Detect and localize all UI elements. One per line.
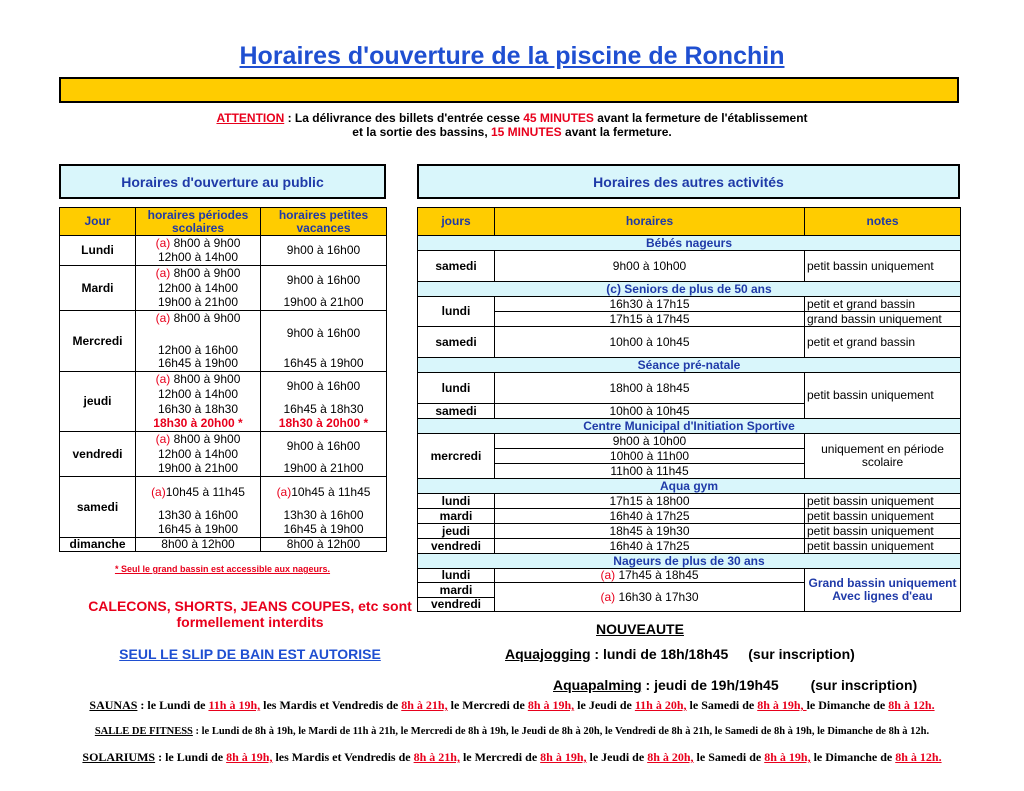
activity-time: : lundi de 18h/18h45	[590, 646, 729, 662]
page-title: Horaires d'ouverture de la piscine de Ronchin	[239, 42, 785, 70]
fitness-label: SALLE DE FITNESS	[94, 726, 193, 737]
time-cell	[136, 372, 261, 387]
text: : le Lundi de 8h à 19h, le Mardi de 11h à 21h, le Mercredi de 8h à 19h, le Jeudi de 8h à 20h, le Vendredi de 8h à 21h, le Samedi de 8h à 19h, le Dimanche de 8h à 12h.	[192, 726, 930, 737]
aquajogging-line	[505, 646, 855, 662]
day-mardi: Mardi	[60, 266, 136, 311]
hours: 8h à 19h,	[764, 750, 811, 764]
time-cell: 9h00 à 16h00	[261, 266, 387, 296]
col-jour: Jour	[60, 208, 136, 236]
time-cell: 16h40 à 17h25	[495, 509, 805, 524]
day-cell: vendredi	[418, 598, 495, 612]
section-bebes: Bébés nageurs	[418, 236, 961, 251]
section-seniors	[418, 282, 961, 297]
time-text: 8h00 à 9h00	[170, 431, 241, 446]
day-cell: samedi	[418, 327, 495, 358]
day-cell: samedi	[418, 404, 495, 419]
text: le Mercredi de	[447, 698, 528, 712]
section-cmis: Centre Municipal d'Initiation Sportive	[418, 419, 961, 434]
aquapalming-line	[553, 677, 917, 693]
text: le Jeudi de	[586, 750, 648, 764]
time-cell: 12h00 à 14h00	[136, 281, 261, 296]
note-cell	[805, 569, 961, 612]
note-cell: petit et grand bassin	[805, 297, 961, 312]
time-cell	[136, 311, 261, 326]
text: le Dimanche de	[806, 698, 889, 712]
time-cell: 16h30 à 18h30	[136, 402, 261, 417]
time-cell: 19h00 à 21h00	[261, 296, 387, 311]
time-cell: 16h40 à 17h25	[495, 539, 805, 554]
time-cell	[495, 569, 805, 583]
time-text: 16h30 à 17h30	[615, 589, 699, 604]
warning-line: CALECONS, SHORTS, JEANS COUPES, etc sont	[88, 598, 412, 614]
note-a: (a)	[155, 235, 171, 250]
note-line: Grand bassin uniquement	[808, 576, 957, 590]
time-cell: 16h30 à 17h15	[495, 297, 805, 312]
attention-text: avant la fermeture.	[561, 125, 672, 139]
day-cell: mercredi	[418, 434, 495, 479]
hours: 8h à 19h,	[226, 750, 273, 764]
attention-highlight: 45 MINUTES	[523, 111, 594, 125]
hours: 8h à 21h,	[413, 750, 460, 764]
attention-notice	[0, 111, 1024, 139]
attention-highlight: 15 MINUTES	[491, 125, 562, 139]
solariums-label: SOLARIUMS	[82, 750, 156, 764]
text: : le Lundi de	[155, 750, 227, 764]
time-cell: 13h30 à 16h00	[261, 508, 387, 523]
time-cell: 10h00 à 10h45	[495, 404, 805, 419]
activity-name: Aquajogging	[505, 646, 591, 662]
time-cell	[136, 236, 261, 251]
hours: 11h à 19h,	[208, 698, 261, 712]
attention-text: avant la fermeture de l'établissement	[593, 111, 808, 125]
public-hours-table	[59, 207, 387, 552]
time-cell: 13h30 à 16h00	[136, 508, 261, 523]
day-cell: vendredi	[418, 539, 495, 554]
activity-note: (sur inscription)	[810, 677, 918, 693]
time-text: 8h00 à 9h00	[170, 310, 241, 325]
time-cell	[495, 583, 805, 612]
section-aquagym: Aqua gym	[418, 479, 961, 494]
footnote: * Seul le grand bassin est accessible aux nageurs.	[114, 564, 331, 574]
time-cell: 16h45 à 19h00	[261, 357, 387, 372]
note-a: (a)	[151, 484, 166, 499]
note-a: (a)	[155, 310, 171, 325]
text: le Samedi de	[693, 750, 765, 764]
col-horaires: horaires	[495, 208, 805, 236]
text: les Mardis et Vendredis de	[272, 750, 414, 764]
time-cell: 9h00 à 16h00	[261, 311, 387, 357]
seniors-title: Seniors de plus de 50 ans	[620, 281, 772, 296]
activities-header: Horaires des autres activités	[417, 164, 960, 199]
time-text: 17h45 à 18h45	[615, 568, 699, 582]
time-cell: 19h00 à 21h00	[136, 296, 261, 311]
saunas-hours	[0, 698, 1024, 713]
solariums-hours	[0, 750, 1024, 765]
note-a: (a)	[155, 431, 171, 446]
day-cell: samedi	[418, 251, 495, 282]
hours: 8h à 20h,	[647, 750, 694, 764]
day-cell: lundi	[418, 494, 495, 509]
note-a: (a)	[155, 371, 171, 386]
time-cell: 16h45 à 18h30	[261, 402, 387, 417]
time-cell: 16h45 à 19h00	[261, 523, 387, 538]
time-cell: 11h00 à 11h45	[495, 464, 805, 479]
dress-code-warning	[40, 598, 460, 630]
note-cell: petit et grand bassin	[805, 327, 961, 358]
hours: 8h à 19h,	[527, 698, 575, 712]
section-nageurs: Nageurs de plus de 30 ans	[418, 554, 961, 569]
time-cell: 12h00 à 16h00	[136, 326, 261, 357]
note-cell: petit bassin uniquement	[805, 373, 961, 419]
hours: 8h à 21h,	[401, 698, 448, 712]
time-cell: 9h00 à 16h00	[261, 372, 387, 402]
hours: 8h à 19h,	[540, 750, 587, 764]
note-line: scolaire	[861, 455, 904, 469]
note-a: (a)	[155, 265, 171, 280]
time-cell: 18h30 à 20h00 *	[136, 417, 261, 432]
col-jours: jours	[418, 208, 495, 236]
time-cell: 16h45 à 19h00	[136, 357, 261, 372]
time-cell: 19h00 à 21h00	[136, 462, 261, 477]
hours: 8h à 19h,	[757, 698, 807, 712]
day-jeudi: jeudi	[60, 372, 136, 432]
hours: 8h à 12h.	[895, 750, 942, 764]
day-lundi: Lundi	[60, 236, 136, 266]
time-cell: 12h00 à 14h00	[136, 251, 261, 266]
time-cell: 17h15 à 18h00	[495, 494, 805, 509]
activities-table	[417, 207, 961, 612]
saunas-label: SAUNAS	[89, 698, 138, 712]
note-cell: petit bassin uniquement	[805, 539, 961, 554]
note-cell: petit bassin uniquement	[805, 524, 961, 539]
activity-name: Aquapalming	[553, 677, 642, 693]
day-cell: lundi	[418, 297, 495, 327]
time-cell: 18h45 à 19h30	[495, 524, 805, 539]
time-cell: 9h00 à 16h00	[261, 236, 387, 266]
note-a: (a)	[600, 568, 616, 582]
time-text: 8h00 à 9h00	[170, 235, 241, 250]
seniors-prefix: (c)	[606, 281, 621, 296]
fitness-hours	[0, 726, 1024, 737]
time-cell: 16h45 à 19h00	[136, 523, 261, 538]
text: le Mercredi de	[459, 750, 541, 764]
time-cell	[136, 477, 261, 508]
activity-note: (sur inscription)	[748, 646, 855, 662]
day-mercredi: Mercredi	[60, 311, 136, 372]
day-cell: mardi	[418, 509, 495, 524]
attention-text: La délivrance des billets d'entrée cesse	[294, 111, 524, 125]
time-text: 8h00 à 9h00	[170, 265, 241, 280]
time-cell: 18h00 à 18h45	[495, 373, 805, 404]
text: : le Lundi de	[137, 698, 209, 712]
warning-line: formellement interdits	[176, 614, 324, 630]
time-cell: 12h00 à 14h00	[136, 387, 261, 402]
day-cell: jeudi	[418, 524, 495, 539]
new-activities-title: NOUVEAUTE	[596, 621, 684, 637]
day-samedi: samedi	[60, 477, 136, 538]
time-text: 8h00 à 9h00	[170, 371, 241, 386]
swimsuit-rule: SEUL LE SLIP DE BAIN EST AUTORISE	[119, 646, 381, 662]
attention-text: et la sortie des bassins,	[352, 125, 491, 139]
banner-bar	[59, 77, 959, 103]
attention-label: ATTENTION	[216, 111, 285, 125]
day-vendredi: vendredi	[60, 432, 136, 477]
note-cell: grand bassin uniquement	[805, 312, 961, 327]
time-cell: 10h00 à 11h00	[495, 449, 805, 464]
hours: 11h à 20h,	[634, 698, 687, 712]
time-cell: 19h00 à 21h00	[261, 462, 387, 477]
note-cell: petit bassin uniquement	[805, 251, 961, 282]
day-cell: mardi	[418, 583, 495, 598]
section-prenatale: Séance pré-natale	[418, 358, 961, 373]
time-cell: 18h30 à 20h00 *	[261, 417, 387, 432]
col-vacances: horaires petites vacances	[261, 208, 387, 236]
time-cell: 9h00 à 16h00	[261, 432, 387, 462]
text: le Samedi de	[686, 698, 758, 712]
time-cell: 9h00 à 10h00	[495, 434, 805, 449]
note-line: Avec lignes d'eau	[832, 589, 933, 603]
col-notes: notes	[805, 208, 961, 236]
time-cell: 12h00 à 14h00	[136, 447, 261, 462]
day-cell: lundi	[418, 373, 495, 404]
time-cell: 8h00 à 12h00	[261, 538, 387, 552]
note-a: (a)	[600, 589, 616, 604]
note-a: (a)	[276, 484, 292, 499]
attention-sep: :	[284, 111, 295, 125]
activity-time: : jeudi de 19h/19h45	[641, 677, 779, 693]
note-line: uniquement en période	[821, 442, 944, 456]
text: le Jeudi de	[574, 698, 635, 712]
hours: 8h à 12h.	[888, 698, 935, 712]
time-cell: 8h00 à 12h00	[136, 538, 261, 552]
time-cell	[261, 477, 387, 508]
time-cell: 17h15 à 17h45	[495, 312, 805, 327]
note-cell	[805, 434, 961, 479]
time-cell	[136, 432, 261, 447]
note-cell: petit bassin uniquement	[805, 494, 961, 509]
time-cell: 9h00 à 10h00	[495, 251, 805, 282]
time-text: 10h45 à 11h45	[165, 484, 245, 499]
public-hours-header: Horaires d'ouverture au public	[59, 164, 386, 199]
time-text: 10h45 à 11h45	[291, 484, 371, 499]
day-dimanche: dimanche	[60, 538, 136, 552]
text: le Dimanche de	[810, 750, 896, 764]
col-periodes: horaires périodes scolaires	[136, 208, 261, 236]
day-cell: lundi	[418, 569, 495, 583]
time-cell	[136, 266, 261, 281]
note-cell: petit bassin uniquement	[805, 509, 961, 524]
time-cell: 10h00 à 10h45	[495, 327, 805, 358]
text: les Mardis et Vendredis de	[260, 698, 402, 712]
